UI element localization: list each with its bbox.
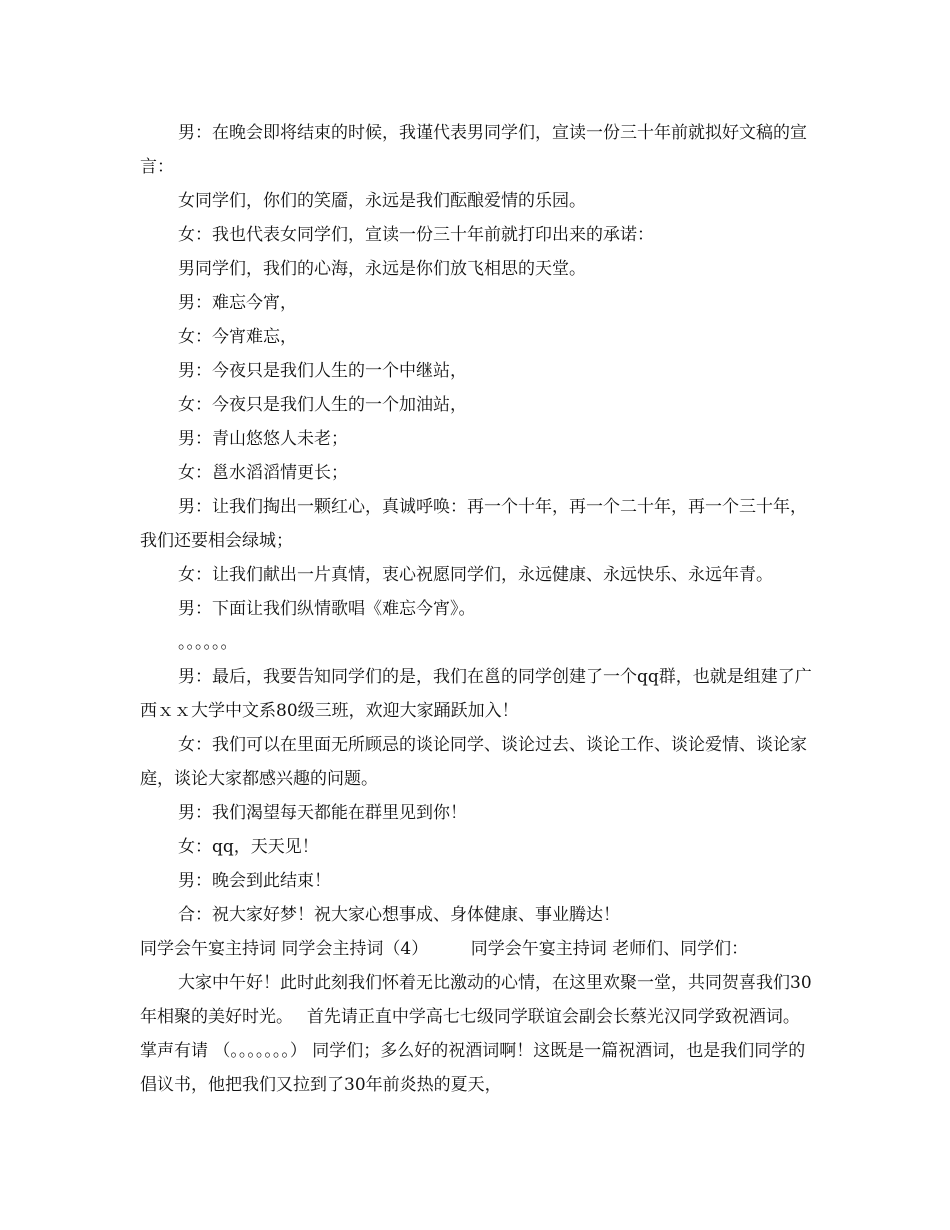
paragraph-12: 女：让我们献出一片真情，衷心祝愿同学们，永远健康、永远快乐、永远年青。: [178, 565, 773, 585]
paragraph-22: 大家中午好！此时此刻我们怀着无比激动的心情，在这里欢聚一堂，共同贺喜我们30年相聚的美好时光。 首先请正直中学高七七级同学联谊会副会长蔡光汉同学致祝酒词。掌声有请 （。。。。。。。） 同学们；多么好的祝酒词啊！这既是一篇祝酒词，也是我们同学的倡议书，他把我们又拉到了30年前炎热的夏天，: [140, 973, 812, 1095]
paragraph-8: 女：今夜只是我们人生的一个加油站，: [178, 395, 467, 415]
paragraph-9: 男：青山悠悠人未老；: [178, 429, 348, 449]
paragraph-19: 男：晚会到此结束！: [178, 871, 331, 891]
paragraph-6: 女：今宵难忘，: [178, 327, 297, 347]
paragraph-13: 男：下面让我们纵情歌唱《难忘今宵》。: [178, 599, 476, 619]
section-heading-line: 同学会午宴主持词 同学会主持词（4） 同学会午宴主持词 老师们、同学们：: [140, 939, 749, 959]
paragraph-1: 男：在晚会即将结束的时候，我谨代表男同学们，宣读一份三十年前就拟好文稿的宣言：: [140, 123, 807, 177]
paragraph-11: 男：让我们掏出一颗红心，真诚呼唤：再一个十年，再一个二十年，再一个三十年，我们还要相会绿城；: [140, 497, 807, 551]
paragraph-7: 男：今夜只是我们人生的一个中继站，: [178, 361, 467, 381]
document-body: [140, 116, 816, 1102]
paragraph-10: 女：邕水滔滔情更长；: [178, 463, 348, 483]
paragraph-16: 女：我们可以在里面无所顾忌的谈论同学、谈论过去、谈论工作、谈论爱情、谈论家庭，谈论大家都感兴趣的问题。: [140, 735, 807, 789]
paragraph-14: 。。。。。。: [178, 633, 238, 653]
paragraph-4: 男同学们，我们的心海，永远是你们放飞相思的天堂。: [178, 259, 586, 279]
paragraph-18: 女：qq，天天见！: [178, 837, 319, 857]
paragraph-20: 合：祝大家好梦！祝大家心想事成、身体健康、事业腾达！: [178, 905, 620, 925]
paragraph-17: 男：我们渴望每天都能在群里见到你！: [178, 803, 467, 823]
paragraph-2: 女同学们，你们的笑靥，永远是我们酝酿爱情的乐园。: [178, 191, 586, 211]
paragraph-15: 男：最后，我要告知同学们的是，我们在邕的同学创建了一个qq群，也就是组建了广西ｘｘ大学中文系80级三班，欢迎大家踊跃加入！: [140, 667, 812, 721]
paragraph-5: 男：难忘今宵，: [178, 293, 297, 313]
paragraph-3: 女：我也代表女同学们，宣读一份三十年前就打印出来的承诺：: [178, 225, 654, 245]
